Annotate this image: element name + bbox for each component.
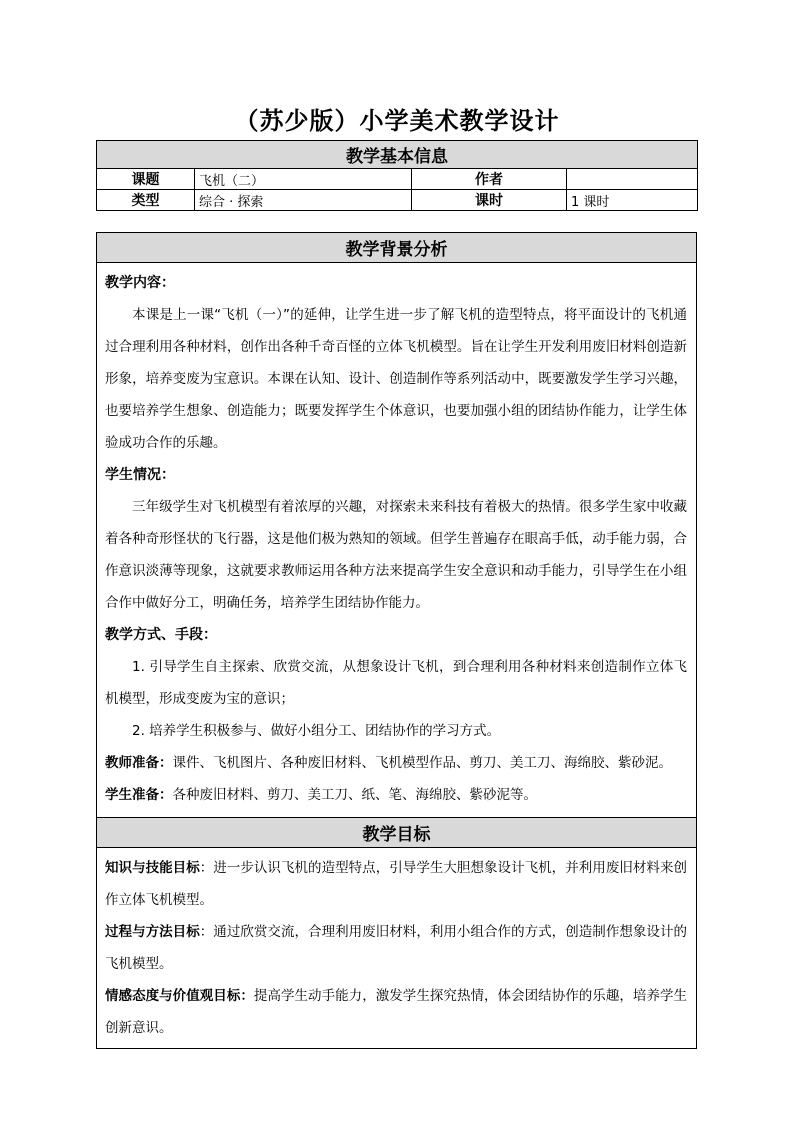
student-prep xyxy=(105,779,687,811)
type-value: 综合 · 探索 xyxy=(195,190,412,211)
emotion-goal-text: 提高学生动手能力，激发学生探究热情，体会团结协作的乐趣，培养学生创新意识。 xyxy=(105,988,688,1036)
content-text: 本课是上一课“飞机（一）”的延伸，让学生进一步了解飞机的造型特点，将平面设计的飞机通过合理利用各种材料，创作出各种千奇百怪的立体飞机模型。旨在让学生开发利用废旧材料创造新形象，培养变废为宝意识。本课在认知、设计、创造制作等系列活动中，既要激发学生学习兴趣，也要培养学生想象、创造能力；既要发挥学生个体意识，也要加强小组的团结协作能力，让学生体验成功合作的乐趣。 xyxy=(105,307,687,451)
emotion-goal-label: 情感态度与价值观目标： xyxy=(105,988,254,1004)
teacher-prep-label: 教师准备： xyxy=(105,755,173,771)
teacher-prep-text: 课件、飞机图片、各种废旧材料、飞机模型作品、剪刀、美工刀、海绵胶、紫砂泥。 xyxy=(172,755,672,771)
type-label: 类型 xyxy=(97,190,195,211)
background-body xyxy=(97,263,697,818)
basic-info-header: 教学基本信息 xyxy=(97,141,698,169)
method-item-1: 1. 引导学生自主探索、欣赏交流，从想象设计飞机，到合理利用各种材料来创造制作立体飞机模型，形成变废为宝的意识； xyxy=(105,659,687,707)
student-prep-label: 学生准备： xyxy=(105,787,173,803)
knowledge-goal xyxy=(105,852,687,916)
author-value xyxy=(567,169,698,190)
method-item-2: 2. 培养学生积极参与、做好小组分工、团结协作的学习方式。 xyxy=(132,723,501,739)
knowledge-goal-text: ：进一步认识飞机的造型特点，引导学生大胆想象设计飞机，并利用废旧材料来创作立体飞机模型。 xyxy=(105,860,687,908)
topic-value: 飞机（二） xyxy=(195,169,412,190)
topic-label: 课题 xyxy=(97,169,195,190)
students-text: 三年级学生对飞机模型有着浓厚的兴趣，对探索未来科技有着极大的热情。很多学生家中收藏着各种奇形怪状的飞行器，这是他们极为熟知的领域。但学生普遍存在眼高手低，动手能力弱，合作意识淡薄等现象，这就要求教师运用各种方法来提高学生安全意识和动手能力，引导学生在小组合作中做好分工，明确任务，培养学生团结协作能力。 xyxy=(105,499,687,611)
background-header: 教学背景分析 xyxy=(97,233,697,263)
teacher-prep xyxy=(105,747,687,779)
background-analysis-table xyxy=(96,232,697,1049)
goals-body xyxy=(97,848,697,1049)
author-label: 作者 xyxy=(412,169,567,190)
process-goal-label: 过程与方法目标 xyxy=(105,924,200,940)
goals-header: 教学目标 xyxy=(97,818,697,848)
content-heading: 教学内容： xyxy=(105,275,175,291)
basic-info-table xyxy=(96,140,698,211)
student-prep-text: 各种废旧材料、剪刀、美工刀、纸、笔、海绵胶、紫砂泥等。 xyxy=(172,787,537,803)
knowledge-goal-label: 知识与技能目标 xyxy=(105,860,200,876)
hours-value: 1 课时 xyxy=(567,190,698,211)
process-goal-text: ：通过欣赏交流，合理利用废旧材料，利用小组合作的方式，创造制作想象设计的飞机模型。 xyxy=(105,924,687,972)
emotion-goal xyxy=(105,980,687,1044)
students-heading: 学生情况： xyxy=(105,467,175,483)
methods-heading: 教学方式、手段： xyxy=(105,627,217,643)
process-goal xyxy=(105,916,687,980)
page-title: （苏少版）小学美术教学设计 xyxy=(234,107,560,135)
hours-label: 课时 xyxy=(412,190,567,211)
